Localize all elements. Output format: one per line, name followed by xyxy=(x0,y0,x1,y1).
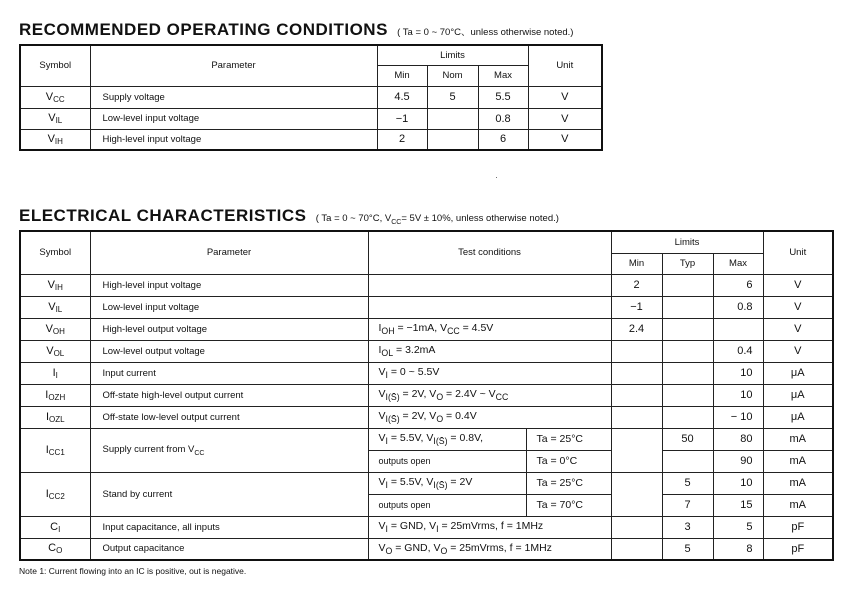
roc-title-text: RECOMMENDED OPERATING CONDITIONS xyxy=(19,20,388,39)
ec-test-condition xyxy=(368,296,611,318)
ec-unit: mA xyxy=(763,428,833,450)
roc-row-vil xyxy=(20,108,602,129)
ec-max: 10 xyxy=(713,362,763,384)
roc-unit: V xyxy=(528,86,602,108)
ec-min xyxy=(611,428,662,472)
ec-parameter: Supply current from $V_{CC}$ xyxy=(90,428,368,472)
ec-row-iozh xyxy=(20,384,833,406)
ec-test-condition: $I_{OL} = 3.2mA$ xyxy=(368,340,611,362)
ec-typ: 7 xyxy=(662,494,713,516)
ec-unit: pF xyxy=(763,538,833,560)
ec-min xyxy=(611,538,662,560)
ec-symbol: $I_{CC2}$ xyxy=(20,472,90,516)
ec-symbol: $V_{IL}$ xyxy=(20,296,90,318)
ec-max: 10 xyxy=(713,472,763,494)
roc-row-vih xyxy=(20,129,602,150)
roc-header-unit: Unit xyxy=(528,45,602,86)
ec-parameter: Off-state low-level output current xyxy=(90,406,368,428)
roc-header-parameter: Parameter xyxy=(90,45,377,86)
ec-test-condition: $V_I = 5.5V$, $V_{I(S̄)} = 0.8V$, xyxy=(368,428,526,450)
roc-unit: V xyxy=(528,129,602,150)
roc-symbol: $V_{IH}$ xyxy=(20,129,90,150)
ec-conditions: ( Ta = 0 ~ 70°C, $V_{CC}= 5V \pm 10\%$, unless otherwise noted.) xyxy=(315,213,559,226)
roc-symbol: $V_{CC}$ xyxy=(20,86,90,108)
ec-max: 6 xyxy=(713,274,763,296)
ec-parameter: High-level input voltage xyxy=(90,274,368,296)
roc-header-nom: Nom xyxy=(427,65,478,86)
ec-max: 10 xyxy=(713,384,763,406)
ec-symbol: $V_{OH}$ xyxy=(20,318,90,340)
roc-header-min: Min xyxy=(377,65,427,86)
roc-header-symbol: Symbol xyxy=(20,45,90,86)
ec-header-typ: Typ xyxy=(662,253,713,274)
ec-header-symbol: Symbol xyxy=(20,231,90,274)
ec-row-co xyxy=(20,538,833,560)
ec-min xyxy=(611,340,662,362)
ec-typ xyxy=(662,296,713,318)
ec-parameter: Off-state high-level output current xyxy=(90,384,368,406)
ec-ta-condition: Ta = 70°C xyxy=(526,494,611,516)
ec-unit: mA xyxy=(763,450,833,472)
ec-test-condition: $V_{I(S̄)} = 2V$, $V_O = 0.4V$ xyxy=(368,406,611,428)
ec-title xyxy=(19,206,559,226)
ec-unit: mA xyxy=(763,472,833,494)
ec-max: 0.4 xyxy=(713,340,763,362)
roc-symbol: $V_{IL}$ xyxy=(20,108,90,129)
ec-min xyxy=(611,472,662,516)
roc-max: 0.8 xyxy=(478,108,528,129)
ec-typ xyxy=(662,406,713,428)
ec-symbol: $V_{OL}$ xyxy=(20,340,90,362)
roc-nom xyxy=(427,108,478,129)
ec-test-condition: outputs open xyxy=(368,494,526,516)
ec-header-unit: Unit xyxy=(763,231,833,274)
ec-unit: pF xyxy=(763,516,833,538)
roc-nom: 5 xyxy=(427,86,478,108)
ec-row-vih xyxy=(20,274,833,296)
ec-unit: μA xyxy=(763,384,833,406)
ec-unit: V xyxy=(763,296,833,318)
ec-test-condition: outputs open xyxy=(368,450,526,472)
footnote: Note 1: Current flowing into an IC is positive, out is negative. xyxy=(19,566,247,576)
ec-row-icc2 xyxy=(20,472,833,494)
ec-test-condition: $I_{OH} = -1mA$, $V_{CC} = 4.5V$ xyxy=(368,318,611,340)
ec-parameter: Input current xyxy=(90,362,368,384)
ec-typ: 5 xyxy=(662,472,713,494)
ec-ta-condition: Ta = 25°C xyxy=(526,428,611,450)
ec-row-ci xyxy=(20,516,833,538)
roc-parameter: Low-level input voltage xyxy=(90,108,377,129)
ec-max xyxy=(713,318,763,340)
ec-max: 90 xyxy=(713,450,763,472)
ec-title-text: ELECTRICAL CHARACTERISTICS xyxy=(19,206,307,225)
ec-row-vol xyxy=(20,340,833,362)
ec-parameter: Low-level input voltage xyxy=(90,296,368,318)
ec-typ xyxy=(662,340,713,362)
ec-unit: V xyxy=(763,274,833,296)
ec-max: 80 xyxy=(713,428,763,450)
roc-table xyxy=(19,44,603,151)
ec-symbol: $I_I$ xyxy=(20,362,90,384)
ec-symbol: $V_{IH}$ xyxy=(20,274,90,296)
ec-min: 2.4 xyxy=(611,318,662,340)
roc-min: −1 xyxy=(377,108,427,129)
ec-header-test: Test conditions xyxy=(368,231,611,274)
roc-header-limits: Limits xyxy=(377,45,528,65)
ec-test-condition: $V_O$ = GND, $V_O$ = 25mVrms, f = 1MHz xyxy=(368,538,611,560)
ec-max: − 10 xyxy=(713,406,763,428)
ec-unit: μA xyxy=(763,406,833,428)
roc-max: 5.5 xyxy=(478,86,528,108)
ec-max: 0.8 xyxy=(713,296,763,318)
roc-row-vcc xyxy=(20,86,602,108)
roc-max: 6 xyxy=(478,129,528,150)
ec-test-condition xyxy=(368,274,611,296)
roc-parameter: High-level input voltage xyxy=(90,129,377,150)
ec-header-limits: Limits xyxy=(611,231,763,253)
roc-min: 2 xyxy=(377,129,427,150)
ec-min xyxy=(611,384,662,406)
ec-unit: μA xyxy=(763,362,833,384)
ec-parameter: High-level output voltage xyxy=(90,318,368,340)
ec-parameter: Input capacitance, all inputs xyxy=(90,516,368,538)
ec-test-condition: $V_I = 5.5V$, $V_{I(S̄)} = 2V$ xyxy=(368,472,526,494)
ec-row-ii xyxy=(20,362,833,384)
ec-symbol: $C_O$ xyxy=(20,538,90,560)
ec-max: 8 xyxy=(713,538,763,560)
ec-symbol: $I_{OZL}$ xyxy=(20,406,90,428)
ec-parameter: Output capacitance xyxy=(90,538,368,560)
ec-typ: 50 xyxy=(662,428,713,450)
ec-row-icc1 xyxy=(20,428,833,450)
ec-min xyxy=(611,406,662,428)
ec-symbol: $C_I$ xyxy=(20,516,90,538)
roc-parameter: Supply voltage xyxy=(90,86,377,108)
ec-test-condition: $V_I$ = GND, $V_I$ = 25mVrms, f = 1MHz xyxy=(368,516,611,538)
ec-typ: 5 xyxy=(662,538,713,560)
ec-parameter: Stand by current xyxy=(90,472,368,516)
ec-ta-condition: Ta = 0°C xyxy=(526,450,611,472)
ec-row-iozl xyxy=(20,406,833,428)
ec-min xyxy=(611,362,662,384)
ec-min: −1 xyxy=(611,296,662,318)
roc-unit: V xyxy=(528,108,602,129)
roc-nom xyxy=(427,129,478,150)
ec-unit: mA xyxy=(763,494,833,516)
ec-test-condition: $V_{I(S̄)} = 2V$, $V_O = 2.4V$ ~ $V_{CC}$ xyxy=(368,384,611,406)
ec-symbol: $I_{CC1}$ xyxy=(20,428,90,472)
ec-row-voh xyxy=(20,318,833,340)
ec-min: 2 xyxy=(611,274,662,296)
ec-test-condition: $V_I = 0$ ~ 5.5V xyxy=(368,362,611,384)
ec-typ: 3 xyxy=(662,516,713,538)
roc-min: 4.5 xyxy=(377,86,427,108)
ec-header-parameter: Parameter xyxy=(90,231,368,274)
ec-typ xyxy=(662,274,713,296)
ec-row-vil xyxy=(20,296,833,318)
roc-title xyxy=(19,20,573,40)
ec-min xyxy=(611,516,662,538)
ec-max: 15 xyxy=(713,494,763,516)
ec-typ xyxy=(662,318,713,340)
ec-table xyxy=(19,230,834,561)
ec-header-max: Max xyxy=(713,253,763,274)
ec-unit: V xyxy=(763,318,833,340)
ec-unit: V xyxy=(763,340,833,362)
ec-typ xyxy=(662,450,713,472)
ec-ta-condition: Ta = 25°C xyxy=(526,472,611,494)
roc-header-max: Max xyxy=(478,65,528,86)
ec-parameter: Low-level output voltage xyxy=(90,340,368,362)
ec-typ xyxy=(662,384,713,406)
roc-conditions: ( Ta = 0 ~ 70°C、unless otherwise noted.) xyxy=(397,27,574,38)
speck: · xyxy=(495,172,498,182)
ec-symbol: $I_{OZH}$ xyxy=(20,384,90,406)
ec-typ xyxy=(662,362,713,384)
ec-header-min: Min xyxy=(611,253,662,274)
ec-max: 5 xyxy=(713,516,763,538)
